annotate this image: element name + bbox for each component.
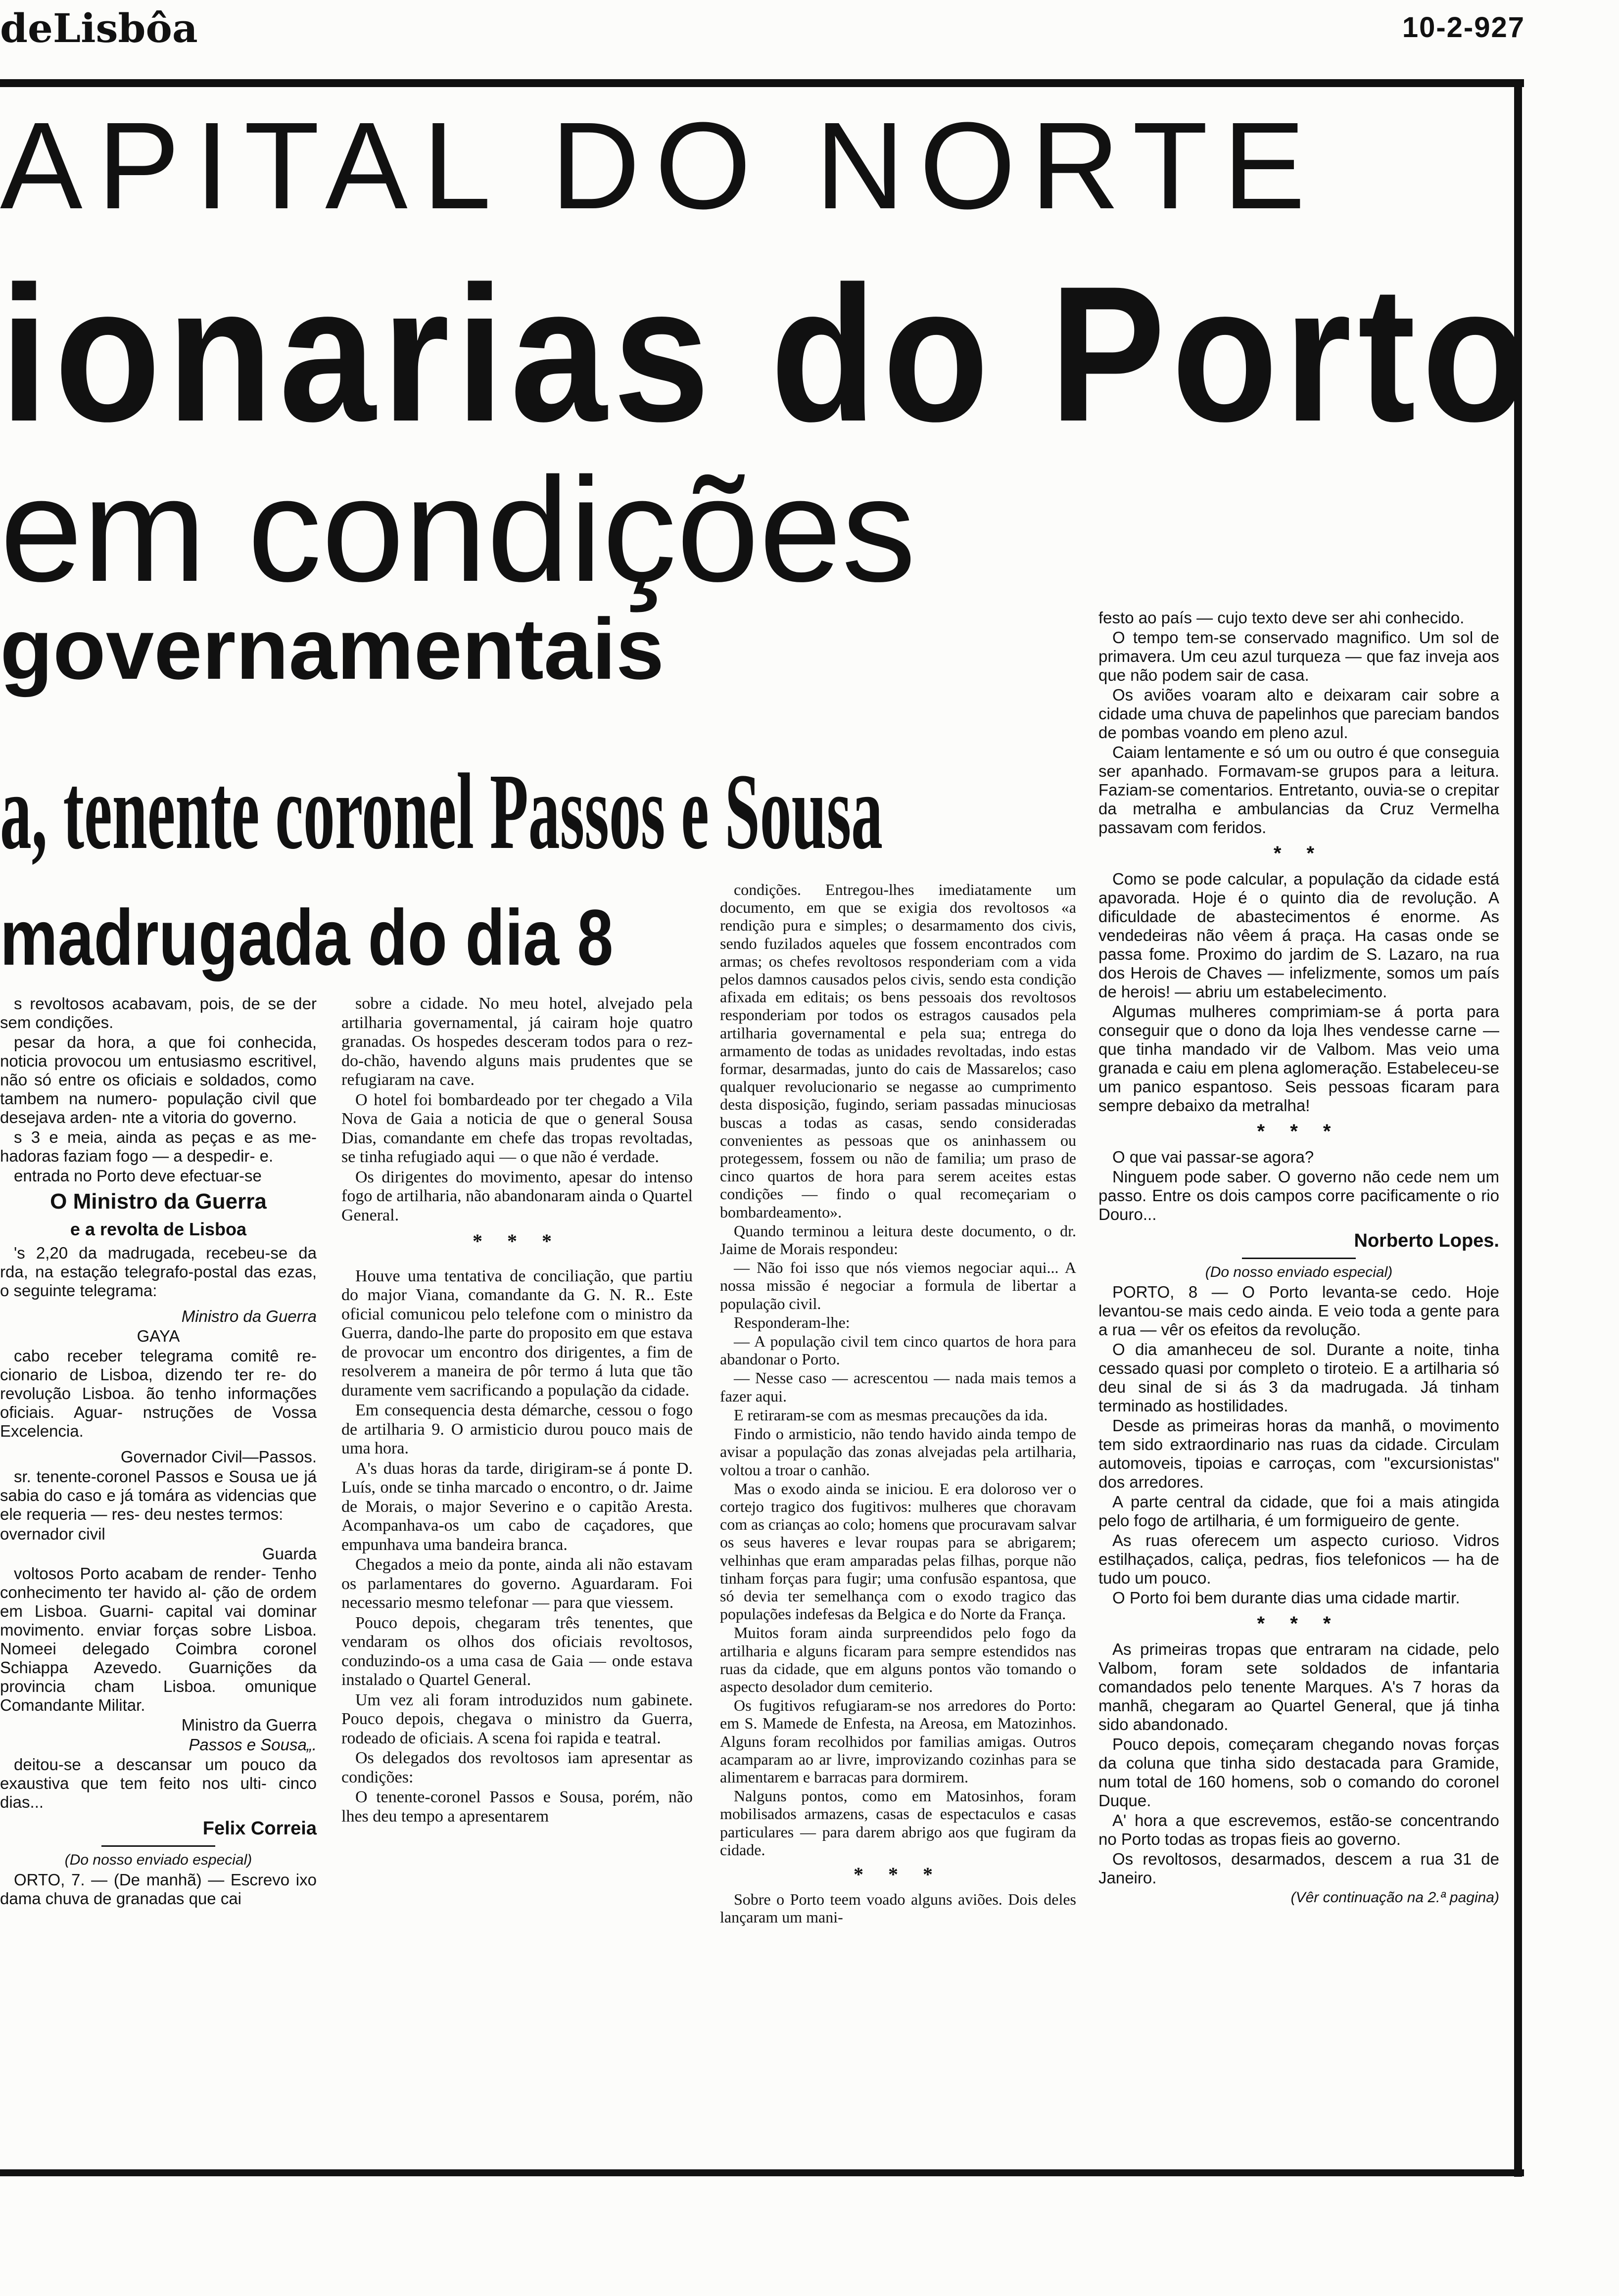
- paragraph: festo ao país — cujo texto deve ser ahi conhecido.: [1098, 609, 1465, 627]
- paragraph: deitou-se a descansar um pouco da exaustiva que tem feito nos ulti- cinco dias...: [0, 1755, 317, 1811]
- paragraph: O dia amanheceu de sol. Durante a noite, tinha cessado quasi por completo o tiroteio. E a artilharia só deu sinal de si ás 3 da madrugada. Já tinham terminado as hostilidades.: [1098, 1340, 1499, 1415]
- paragraph: Houve uma tentativa de conciliação, que partiu do major Viana, comandante da G. N. R.. Este oficial comunicou pelo telefone com o ministro da Guerra, dando-lhe parte do proposito em que estava de provocar um encontro dos dirigentes, a fim de resolverem a maneira de pôr termo á luta que tão duramente vem sacrificando a população da cidade.: [341, 1266, 693, 1400]
- paragraph: Pouco depois, começaram chegando novas forças da coluna que tinha sido destacada para Gramide, num total de 160 homens, sob o comando do coronel Duque.: [1098, 1735, 1499, 1810]
- article-column-4: [1098, 609, 1499, 1908]
- paragraph: sobre a cidade. No meu hotel, alvejado pela artilharia governamental, já cairam hoje quatro granadas. Os hospedes desceram todos para o rez-do-chão, havendo alguns mais prudentes que se refugiaram na cave.: [341, 994, 693, 1089]
- section-title: O Ministro da Guerra: [50, 1189, 267, 1214]
- paragraph: A parte central da cidade, que foi a mais atingida pelo fogo de artilharia, é um formigueiro de gente.: [1098, 1493, 1499, 1530]
- paragraph: Sobre o Porto teem voado alguns aviões. Dois deles lançaram um mani-: [720, 1890, 1076, 1926]
- headline-porto: ionarias do Porto: [0, 246, 1534, 462]
- paragraph: O tempo tem-se conservado magnifico. Um sol de primavera. Um ceu azul turqueza — que faz inveja aos que não podem sair de casa.: [1098, 628, 1499, 684]
- byline-norberto-lopes: Norberto Lopes.: [1354, 1230, 1499, 1251]
- paragraph: Findo o armisticio, não tendo havido ainda tempo de avisar a população das zonas alvejadas pela artilharia, voltou a troar o canhão.: [720, 1425, 1076, 1479]
- paragraph: A's duas horas da tarde, dirigiram-se á ponte D. Luís, onde se tinha marcado o encontro, o dr. Jaime de Morais, o major Severino e o capitão Aresta. Acompanhava-os um cabo de caçadores, que empunhava uma bandeira branca.: [341, 1459, 693, 1554]
- telegram-signature: Governador Civil—Passos.: [120, 1448, 317, 1466]
- masthead: deLisbôa: [0, 5, 198, 51]
- paragraph: s revoltosos acabavam, pois, de se der sem condições.: [0, 994, 317, 1031]
- telegram-body: voltosos Porto acabam de render- Tenho conhecimento ter havido al- ção de ordem em Lisboa. Guarni- capital vai dominar movimento. enviar forças sobre Lisboa. Nomeei delegado Coimbra coronel Schiappa Azevedo. Guarnições da provincia cham Lisboa. omunique Comandante Militar.: [0, 1564, 317, 1714]
- paragraph: Mas o exodo ainda se iniciou. E era doloroso ver o cortejo tragico dos fugitivos: mulheres que choravam com as crianças ao colo; homens que procuravam salvar os seus haveres e levar roupas para se abrigarem; velhinhas que eram amparadas pelas filhas, porque não tinham forças para fugir; uma confusão espantosa, que só devia ter semelhança com o exodo tragico das populações indefesas da Belgica e do Norte da França.: [720, 1479, 1076, 1623]
- section-separator: * * *: [1257, 1613, 1341, 1635]
- paragraph: O hotel foi bombardeado por ter chegado a Vila Nova de Gaia a noticia de que o general Sousa Dias, comandante em chefe das tropas revoltadas, se tinha refugiado aqui — o que não é verdade.: [341, 1090, 693, 1166]
- divider: [101, 1845, 215, 1847]
- credit-line: (Do nosso enviado especial): [64, 1852, 252, 1868]
- telegram-place: Guarda: [262, 1545, 317, 1563]
- paragraph: Algumas mulheres comprimiam-se á porta para conseguir que o dono da loja lhes vendesse carne — que tinha mandado vir de Valbom. Mas veio uma granada e caiu em plena aglomeração. Estabeleceu-se um panico espantoso. Seis pessoas ficaram para sempre debaixo da metralha!: [1098, 1002, 1499, 1115]
- headline-condicoes: em condições: [0, 446, 916, 612]
- credit-line: (Do nosso enviado especial): [1205, 1264, 1393, 1280]
- paragraph: — A população civil tem cinco quartos de hora para abandonar o Porto.: [720, 1332, 1076, 1368]
- paragraph: As ruas oferecem um aspecto curioso. Vidros estilhaçados, caliça, pedras, fios telefonicos — ha de tudo um pouco.: [1098, 1531, 1499, 1587]
- top-rule: [0, 79, 1524, 87]
- section-subtitle: e a revolta de Lisboa: [70, 1219, 247, 1239]
- paragraph: O tenente-coronel Passos e Sousa, porém, não lhes deu tempo a apresentarem: [341, 1788, 693, 1826]
- article-column-3: [720, 881, 1076, 1927]
- paragraph: O que vai passar-se agora?: [1112, 1148, 1314, 1166]
- telegram-signature-name: Passos e Sousa„.: [189, 1735, 317, 1754]
- telegram-body: cabo receber telegrama comitê re- cionario de Lisboa, dizendo ter re- do revolução Lisboa. ão tenho informações oficiais. Aguar- nstruções de Vossa Excelencia.: [0, 1347, 317, 1440]
- paragraph: Os revoltosos, desarmados, descem a rua 31 de Janeiro.: [1098, 1850, 1499, 1887]
- paragraph: PORTO, 8 — O Porto levanta-se cedo. Hoje levantou-se mais cedo ainda. E veio toda a gente para a rua — vêr os efeitos da revolução.: [1098, 1283, 1499, 1339]
- paragraph: Caiam lentamente e só um ou outro é que conseguia ser apanhado. Formavam-se grupos para a leitura. Faziam-se comentarios. Entretanto, ouvia-se o crepitar da metralha e ambulancias da Cruz Vermelha passavam com feridos.: [1098, 743, 1499, 837]
- paragraph: entrada no Porto deve efectuar-se: [14, 1167, 262, 1185]
- article-column-2: [341, 994, 693, 1827]
- paragraph: Os dirigentes do movimento, apesar do intenso fogo de artilharia, não abandonaram ainda o Quartel General.: [341, 1168, 693, 1224]
- section-separator: * * *: [1257, 1121, 1341, 1142]
- paragraph: As primeiras tropas que entraram na cidade, pelo Valbom, foram sete soldados de infantaria comandados pelo tenente Marques. A's 7 horas da manhã, chegaram ao Quartel General, que já tinha sido abandonado.: [1098, 1640, 1499, 1734]
- paragraph: Responderam-lhe:: [734, 1313, 850, 1331]
- paragraph: Nalguns pontos, como em Matosinhos, foram mobilisados armazens, casas de espectaculos e casas particulares — para darem abrigo aos que fugiram da cidade.: [720, 1787, 1076, 1859]
- telegram-place: GAYA: [137, 1327, 180, 1345]
- divider: [1242, 1258, 1356, 1259]
- paragraph: Os delegados dos revoltosos iam apresentar as condições:: [341, 1749, 693, 1786]
- headline-governamentais: governamentais: [0, 601, 665, 698]
- paragraph: — Nesse caso — acrescentou — nada mais temos a fazer aqui.: [720, 1369, 1076, 1405]
- telegram-recipient: Ministro da Guerra: [181, 1307, 317, 1325]
- paragraph: Muitos foram ainda surpreendidos pelo fogo da artilharia e alguns ficaram para sempre estendidos nas ruas da cidade, que em alguns pontos vão tomando o aspecto desolador dum cemiterio.: [720, 1624, 1076, 1695]
- paragraph: Em consequencia desta démarche, cessou o fogo de artilharia 9. O armisticio durou pouco mais de uma hora.: [341, 1401, 693, 1457]
- article-column-1: [0, 994, 317, 1909]
- paragraph: O Porto foi bem durante dias uma cidade martir.: [1112, 1589, 1460, 1607]
- paragraph: Ninguem pode saber. O governo não cede nem um passo. Entre os dois campos corre pacificamente o rio Douro...: [1098, 1168, 1499, 1223]
- paragraph: E retiraram-se com as mesmas precauções da ida.: [734, 1406, 1048, 1424]
- issue-date: 10-2-927: [1402, 11, 1525, 44]
- telegram-signature: Ministro da Guerra: [181, 1716, 317, 1734]
- section-separator: * * *: [854, 1863, 943, 1885]
- paragraph: s 3 e meia, ainda as peças e as me- hadoras faziam fogo — a despedir- e.: [0, 1128, 317, 1165]
- paragraph: pesar da hora, a que foi conhecida, noticia provocou um entusiasmo escritivel, não só entre os oficiais e soldados, como tambem na numero- população civil que desejava arden- nte a vitoria do governo.: [0, 1033, 317, 1126]
- bottom-rule: [0, 2169, 1524, 2176]
- dateline: ORTO, 7. — (De manhã) — Escrevo ixo dama chuva de granadas que cai: [0, 1871, 317, 1908]
- paragraph: Os aviões voaram alto e deixaram cair sobre a cidade uma chuva de papelinhos que pareciam bandos de pombas voando em pleno azul.: [1098, 686, 1499, 742]
- continuation-note: (Vêr continuação na 2.ª pagina): [1290, 1889, 1499, 1906]
- headline-passos-e-sousa: a, tenente coronel Passos e Sousa: [0, 751, 883, 872]
- paragraph: Desde as primeiras horas da manhã, o movimento tem sido extraordinario nas ruas da cidade. Circulam automoveis, tipoias e carroças, com "excursionistas" dos arredores.: [1098, 1416, 1499, 1491]
- paragraph: Os fugitivos refugiaram-se nos arredores do Porto: em S. Mamede de Enfesta, na Areosa, em Matozinhos. Alguns foram recolhidos por familias amigas. Outros acamparam ao ar livre, improvizando cozinhas para se alimentarem e barracas para dormirem.: [720, 1696, 1076, 1786]
- headline-madrugada: madrugada do dia 8: [0, 893, 614, 982]
- paragraph: Quando terminou a leitura deste documento, o dr. Jaime de Morais respondeu:: [720, 1221, 1076, 1258]
- paragraph: Um vez ali foram introduzidos num gabinete. Pouco depois, chegava o ministro da Guerra, rodeado de oficiais. A scena foi rapida e teatral.: [341, 1690, 693, 1747]
- paragraph: 's 2,20 da madrugada, recebeu-se da rda, na estação telegrafo-postal das ezas, o seguinte telegrama:: [0, 1244, 317, 1300]
- paragraph: Chegados a meio da ponte, ainda ali não estavam os parlamentares do governo. Aguardaram. Foi necessario mesmo telefonar — para que viessem.: [341, 1555, 693, 1612]
- section-separator: * *: [1273, 843, 1325, 864]
- section-separator: * * *: [473, 1230, 562, 1252]
- telegram-recipient: overnador civil: [0, 1525, 105, 1543]
- paragraph: — Não foi isso que nós viemos negociar aqui... A nossa missão é negociar a formula de libertar a população civil.: [720, 1259, 1076, 1312]
- paragraph: Pouco depois, chegaram três tenentes, que vendaram os olhos dos oficiais revoltosos, conduzindo-os a uma casa de Gaia — onde estava instalado o Quartel General.: [341, 1613, 693, 1689]
- paragraph: condições. Entregou-lhes imediatamente um documento, em que se exigia dos revoltosos «a rendição pura e simples; o desarmamento dos civis, sendo fuzilados aqueles que fossem encontrados com armas; os chefes revoltosos responderiam com a vida pelos damnos causados pelos civis, sendo esta condição afixada em editais; os bens pessoais dos revoltosos responderiam por todos os estragos causados pela artilharia governamental e pela sua; entrega do armamento de todas as unidades revoltadas, indo estas formar, desarmadas, junto do cais de Massarelos; caso qualquer revolucionario se negasse ao cumprimento desta disposição, fugindo, seriam passadas minuciosas buscas a todas as casas, sendo consideradas convenientes as pessoas que os aninhassem ou protegessem, fossem ou não de familia; um praso de cinco quartos de hora para serem aceites estas condições — findo o qual recomeçariam o bombardeamento».: [720, 881, 1076, 1221]
- paragraph: sr. tenente-coronel Passos e Sousa ue já sabia do caso e já tomára as videncias que ele requeria — res- deu nestes termos:: [0, 1467, 317, 1523]
- headline-capital-do-norte: APITAL DO NORTE: [0, 96, 1321, 234]
- paragraph: A' hora a que escrevemos, estão-se concentrando no Porto todas as tropas fieis ao governo.: [1098, 1811, 1499, 1848]
- byline-felix-correia: Felix Correia: [202, 1818, 317, 1839]
- paragraph: Como se pode calcular, a população da cidade está apavorada. Hoje é o quinto dia de revolução. A dificuldade de abastecimentos é enorme. As vendedeiras não vêem á praça. Ha casas onde se passa fome. Proximo do jardim de S. Lazaro, na rua dos Herois de Chaves — infelizmente, somos um país de herois! — abriu um estabelecimento.: [1098, 870, 1499, 1001]
